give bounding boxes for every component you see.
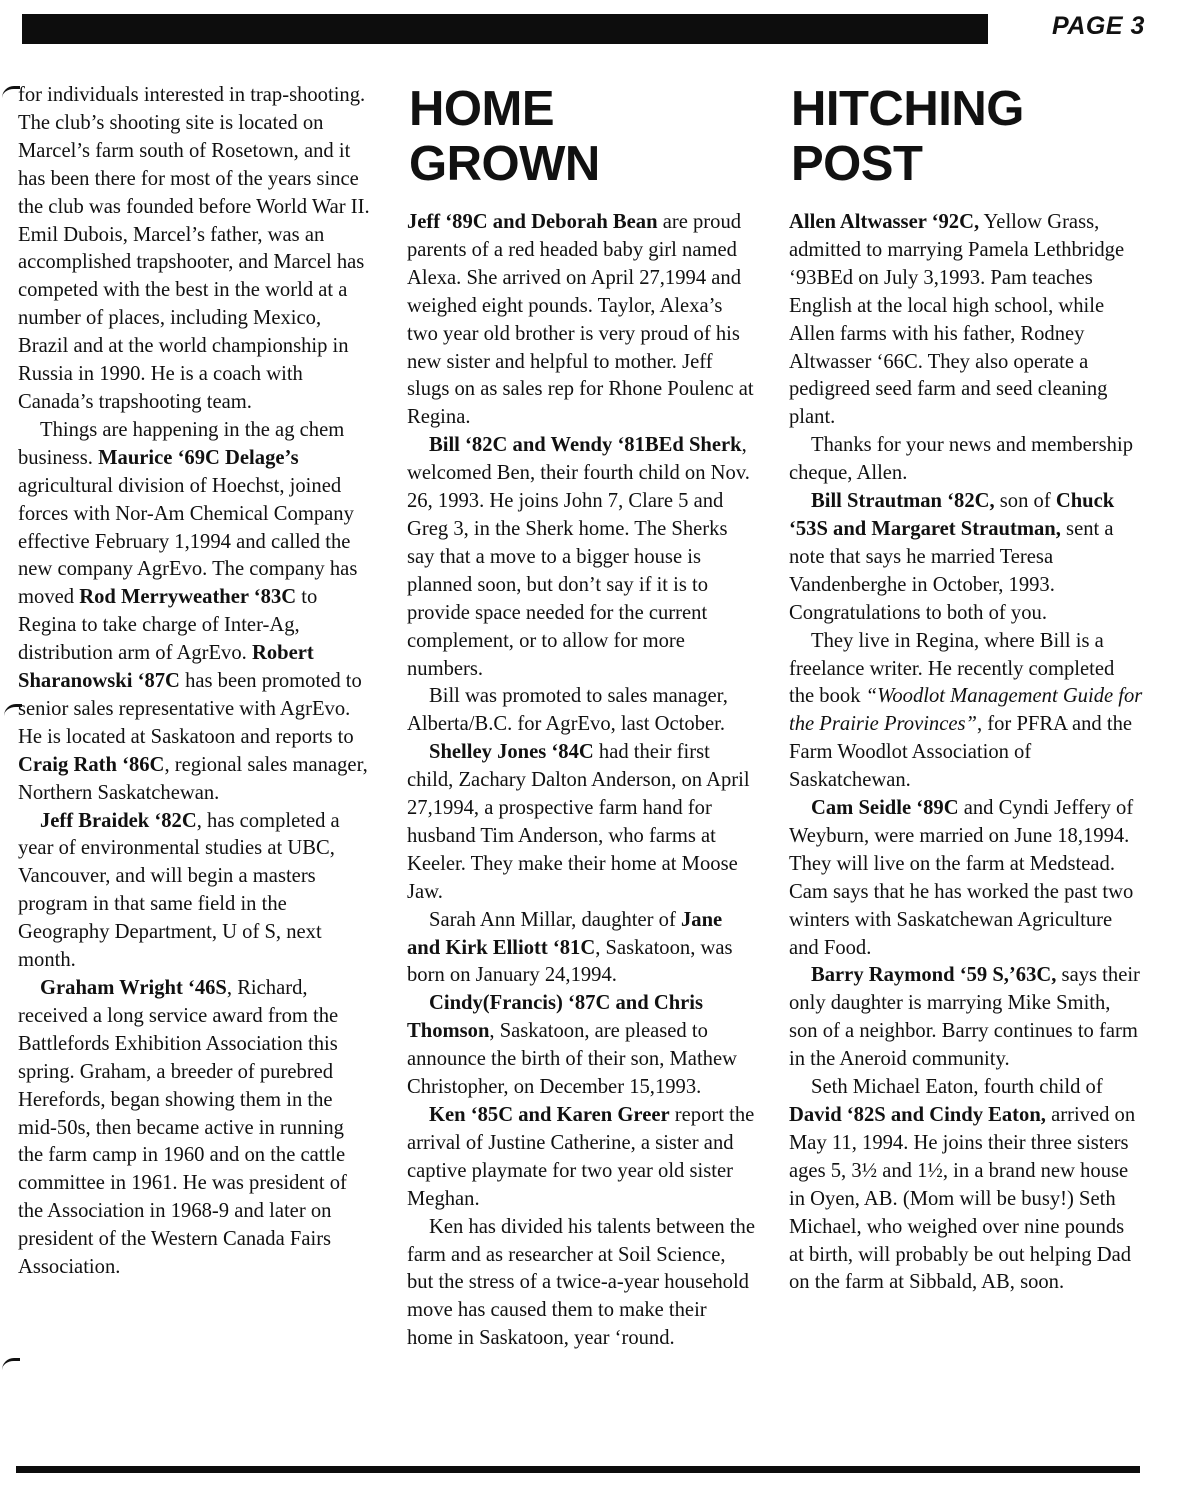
name-highlight: Robert Sharanowski ‘87C — [18, 642, 314, 693]
text-run: has been promoted to senior sales representative with AgrEvo. He is located at Saskatoon and reports to — [18, 670, 362, 748]
text-run: Thanks for your news and membership cheque, Allen. — [789, 434, 1133, 485]
article-paragraph — [407, 209, 755, 432]
name-highlight: Craig Rath ‘86C — [18, 753, 165, 776]
name-highlight: Allen Altwasser ‘92C, — [789, 211, 980, 233]
article-paragraph — [789, 962, 1143, 1074]
text-run: agricultural division of Hoechst, joined forces with Nor-Am Chemical Company effective February 1,1994 and called the new company AgrEvo. The company has moved — [18, 474, 358, 609]
text-run: They live in Regina, where Bill is a freelance writer. He recently completed the book — [789, 629, 1115, 708]
name-highlight: Rod Merryweather ‘83C — [79, 586, 297, 609]
article-paragraph — [789, 1074, 1143, 1297]
footer-rule — [16, 1466, 1140, 1473]
column-home-grown — [407, 82, 755, 1353]
name-highlight: Shelley Jones ‘84C — [429, 741, 594, 764]
text-run: Sarah Ann Millar, daughter of — [429, 908, 681, 931]
text-run: and Cyndi Jeffery of Weyburn, were married on June 18,1994. They will live on the farm at Medstead. Cam says that he has worked the past two winters with Saskatchewan Agriculture and Food. — [789, 797, 1134, 959]
name-highlight: Ken ‘85C and Karen Greer — [429, 1104, 670, 1126]
text-run: sent a note that says he married Teresa Vandenberghe in October, 1993. Congratulations to both of you. — [789, 517, 1114, 624]
name-highlight: Barry Raymond ‘59 S,’63C, — [811, 964, 1057, 987]
name-highlight: Jeff Braidek ‘82C — [40, 809, 197, 832]
section-heading-hitching-post — [791, 82, 1143, 192]
heading-line: HOME — [409, 82, 554, 136]
article-paragraph — [789, 432, 1143, 488]
article-paragraph — [18, 808, 370, 975]
text-run: had their first child, Zachary Dalton Anderson, on April 27,1994, a prospective farm hand for husband Tim Anderson, who farms at Keeler. They make their home at Moose Jaw. — [407, 741, 750, 903]
column-hitching-post — [789, 82, 1143, 1297]
article-paragraph — [407, 1214, 755, 1354]
article-paragraph — [407, 739, 755, 906]
article-paragraph — [789, 795, 1143, 962]
text-run: , Richard, received a long service award from the Battlefords Exhibition Association this spring. Graham, a breeder of purebred Herefords, began showing them in the mid-50s, then became active in running the farm camp in 1960 and on the cattle committee in 1961. He was president of the Association in 1968-9 and later on president of the Western Canada Fairs Association. — [18, 977, 347, 1279]
article-paragraph — [407, 990, 755, 1102]
text-run: Bill was promoted to sales manager, Alberta/B.C. for AgrEvo, last October. — [407, 685, 728, 736]
section-heading-home-grown — [409, 82, 755, 192]
article-paragraph — [407, 683, 755, 739]
text-run: , welcomed Ben, their fourth child on Nov. 26, 1993. He joins John 7, Clare 5 and Greg 3, in the Sherk home. The Sherks say that a move to a bigger house is planned soon, but don’t say if it is to provide space needed for the current complement, or to allow for more numbers. — [407, 434, 750, 680]
text-run: , regional sales manager, Northern Saskatchewan. — [18, 753, 368, 804]
article-paragraph — [789, 488, 1143, 628]
name-highlight: Bill Strautman ‘82C, — [811, 490, 995, 513]
column-hitching-post-body — [789, 209, 1143, 1297]
text-run: Yellow Grass, admitted to marrying Pamela Lethbridge ‘93BEd on July 3,1993. Pam teaches English at the local high school, while Allen farms with his father, Rodney Altwasser ‘66C. They also operate a pedigreed seed farm and seed cleaning plant. — [789, 211, 1125, 429]
name-highlight: Maurice ‘69C Delage’s — [98, 446, 299, 469]
heading-line: POST — [791, 137, 923, 191]
name-highlight: Chuck ‘53S and Margaret Strautman, — [789, 490, 1115, 540]
article-paragraph — [18, 975, 370, 1282]
text-run: arrived on May 11, 1994. He joins their three sisters ages 5, 3½ and 1½, in a brand new house in Oyen, AB. (Mom will be busy!) Seth Michael, who weighed over nine pounds at birth, will probably be out helping Dad on the farm at Sibbald, AB, soon. — [789, 1104, 1136, 1294]
column-home-grown-body — [407, 209, 755, 1353]
book-title: “Woodlot Management Guide for the Prairie Provinces” — [789, 685, 1143, 736]
text-run: Seth Michael Eaton, fourth child of — [811, 1076, 1103, 1099]
name-highlight: Graham Wright ‘46S — [40, 977, 227, 999]
column-left — [18, 82, 370, 1282]
article-paragraph — [18, 82, 370, 417]
text-run: are proud parents of a red headed baby girl named Alexa. She arrived on April 27,1994 and weighed eight pounds. Taylor, Alexa’s two year old brother is very proud of his new sister and helpful to mother. Jeff slugs on as sales rep for Rhone Poulenc at Regina. — [407, 211, 754, 429]
text-run: says their only daughter is marrying Mike Smith, son of a neighbor. Barry continues to farm in the Aneroid community. — [789, 964, 1140, 1071]
text-run: son of — [994, 490, 1056, 513]
text-run: , for PFRA and the Farm Woodlot Association of Saskatchewan. — [789, 713, 1133, 792]
article-paragraph — [407, 907, 755, 991]
heading-line: GROWN — [409, 137, 600, 191]
text-run: to Regina to take charge of Inter-Ag, distribution arm of AgrEvo. — [18, 586, 318, 665]
name-highlight: Cam Seidle ‘89C — [811, 797, 959, 820]
article-paragraph — [18, 417, 370, 808]
text-run: report the arrival of Justine Catherine, a sister and captive playmate for two year old sister Meghan. — [407, 1104, 755, 1210]
article-paragraph — [407, 1102, 755, 1214]
heading-line: HITCHING — [791, 82, 1024, 136]
text-run: Things are happening in the ag chem business. — [18, 418, 345, 469]
name-highlight: Cindy(Francis) ‘87C and Chris Thomson — [407, 992, 704, 1043]
article-paragraph — [789, 209, 1143, 432]
column-left-body — [18, 82, 370, 1282]
article-paragraph — [407, 432, 755, 683]
text-run: Ken has divided his talents between the farm and as researcher at Soil Science, but the stress of a twice-a-year household move has caused them to make their home in Saskatoon, year ‘round. — [407, 1215, 755, 1350]
name-highlight: Jeff ‘89C and Deborah Bean — [407, 211, 658, 233]
name-highlight: Jane and Kirk Elliott ‘81C — [407, 908, 723, 959]
name-highlight: David ‘82S and Cindy Eaton, — [789, 1104, 1046, 1126]
text-run: , Saskatoon, are pleased to announce the birth of their son, Mathew Christopher, on December 15,1993. — [407, 1020, 737, 1099]
punch-mark — [2, 1358, 20, 1370]
text-run: , Saskatoon, was born on January 24,1994. — [407, 936, 733, 987]
article-paragraph — [789, 628, 1143, 795]
header-bar — [22, 14, 988, 44]
text-run: , has completed a year of environmental studies at UBC, Vancouver, and will begin a masters program in that same field in the Geography Department, U of S, next month. — [18, 809, 340, 972]
name-highlight: Bill ‘82C and Wendy ‘81BEd Sherk — [429, 434, 742, 457]
text-run: for individuals interested in trap-shooting. The club’s shooting site is located on Marcel’s farm south of Rosetown, and it has been there for most of the years since the club was founded before World War II. Emil Dubois, Marcel’s father, was an accomplished trapshooter, and Marcel has competed with the best in the world at a number of places, including Mexico, Brazil and at the world championship in Russia in 1990. He is a coach with Canada’s trapshooting team. — [18, 84, 370, 413]
page-number: PAGE 3 — [1052, 12, 1145, 40]
